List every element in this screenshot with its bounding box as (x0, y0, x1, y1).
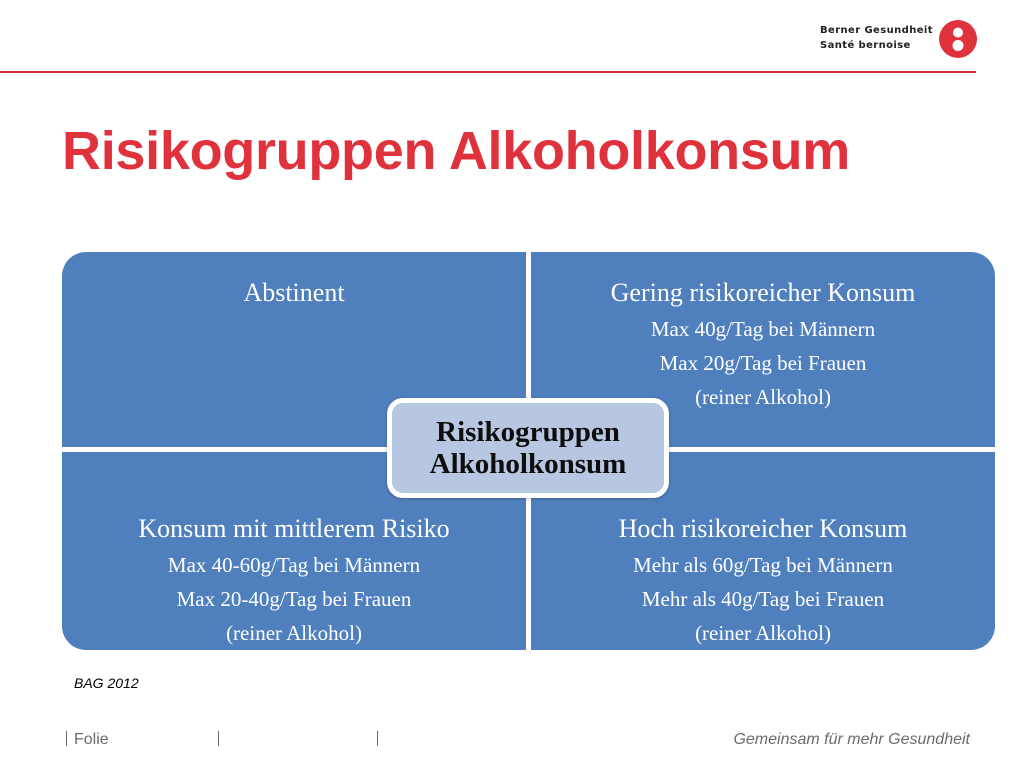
logo-line-1: Berner Gesundheit (820, 25, 933, 36)
quadrant-title: Hoch risikoreicher Konsum (618, 514, 908, 543)
quadrant-title: Gering risikoreicher Konsum (610, 278, 916, 307)
quadrant-line: Max 20-40g/Tag bei Frauen (176, 587, 412, 611)
quadrant-line: (reiner Alkohol) (226, 621, 362, 645)
footer-folie-label: Folie (74, 731, 109, 748)
quadrant-line: Max 40g/Tag bei Männern (650, 317, 876, 341)
berner-gesundheit-logo-icon (938, 19, 978, 59)
logo-text (820, 23, 933, 53)
footer-separator (218, 731, 219, 746)
quadrant-title: Abstinent (243, 278, 345, 307)
quadrant-line: Max 40-60g/Tag bei Männern (167, 553, 421, 577)
footer-separator (66, 731, 67, 746)
center-label-box (387, 398, 669, 498)
quadrant-line: (reiner Alkohol) (695, 385, 831, 409)
header-divider (0, 71, 976, 73)
logo-line-2: Santé bernoise (820, 40, 911, 51)
footer-slogan: Gemeinsam für mehr Gesundheit (733, 731, 970, 748)
quadrant-line: Mehr als 40g/Tag bei Frauen (641, 587, 885, 611)
quadrant-title: Konsum mit mittlerem Risiko (138, 514, 450, 543)
quadrant-line: Mehr als 60g/Tag bei Männern (633, 553, 893, 577)
quadrant-line: Max 20g/Tag bei Frauen (659, 351, 867, 375)
quadrant-line: (reiner Alkohol) (695, 621, 831, 645)
center-label-line-1: Risikogruppen (436, 416, 620, 448)
source-citation: BAG 2012 (74, 675, 139, 691)
slide-title: Risikogruppen Alkoholkonsum (62, 121, 850, 181)
center-label-line-2: Alkoholkonsum (429, 448, 627, 480)
footer-separator (377, 731, 378, 746)
